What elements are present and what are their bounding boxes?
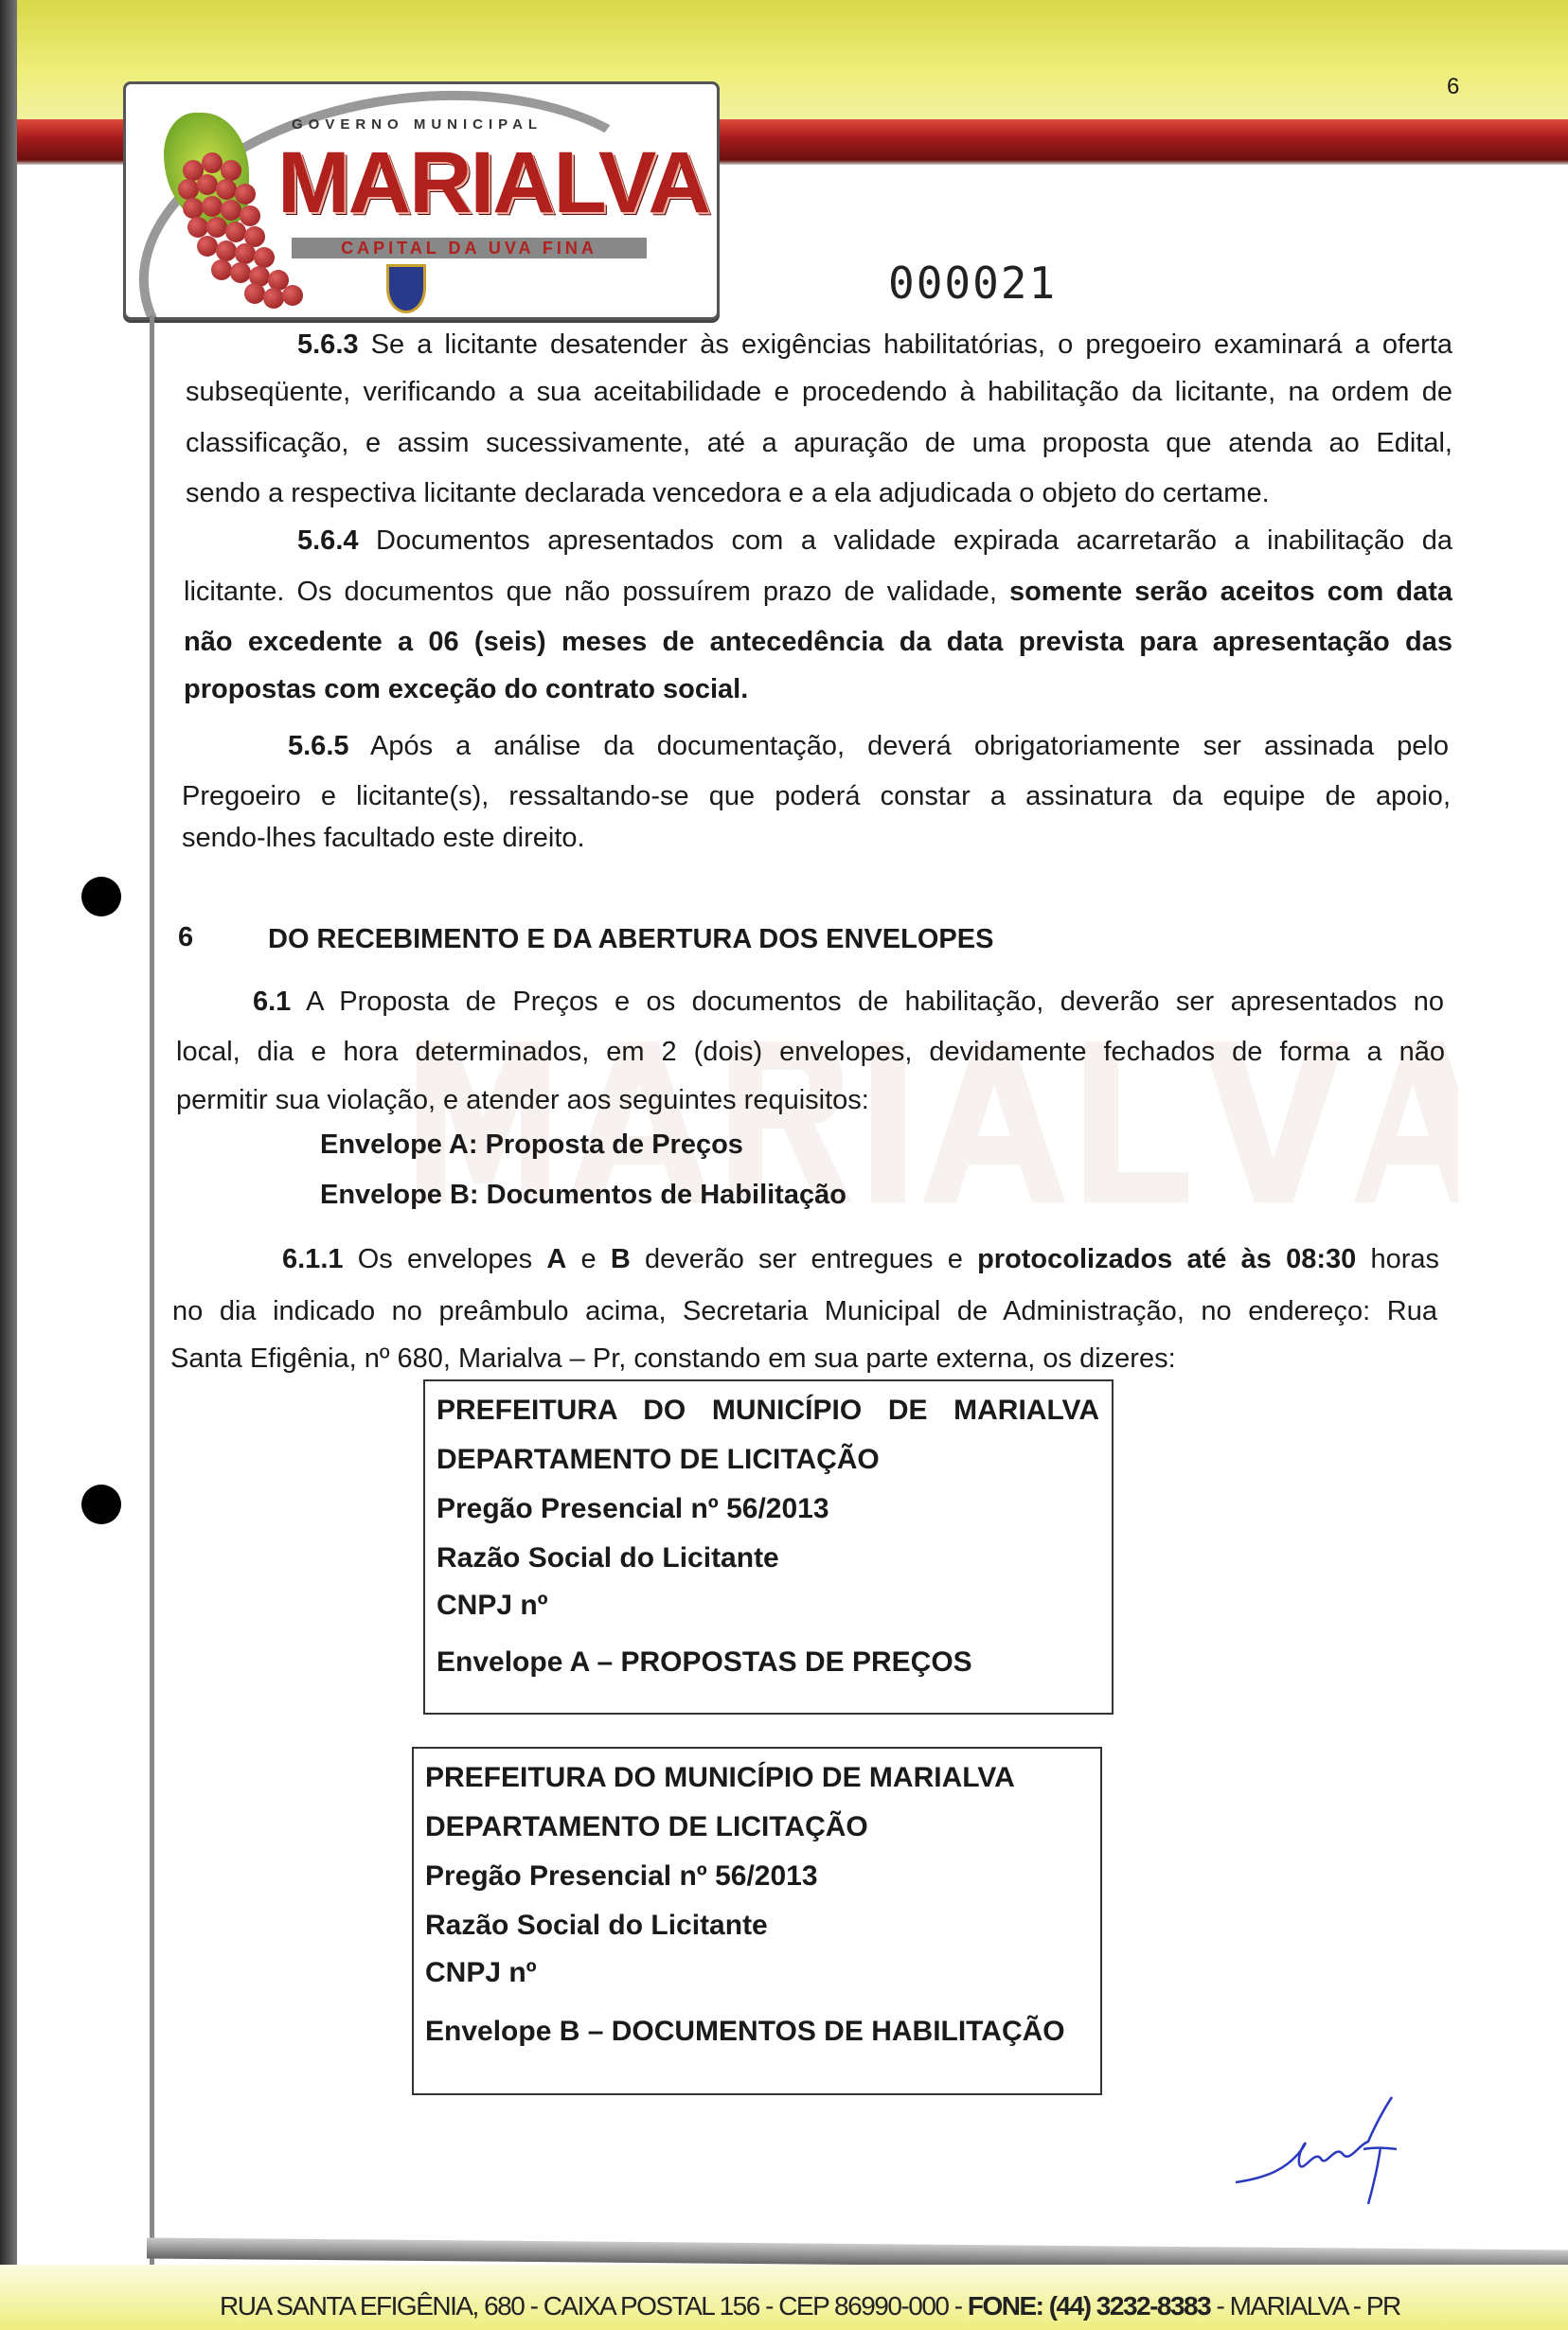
grape xyxy=(183,198,204,219)
envelope-label-line: Razão Social do Licitante xyxy=(425,1910,768,1941)
envelope-label-line: PREFEITURA DO MUNICÍPIO DE MARIALVA xyxy=(437,1395,1099,1426)
text-segment: sendo-lhes facultado este direito. xyxy=(182,823,585,853)
envelope-a-label-box xyxy=(423,1379,1114,1715)
text-line xyxy=(176,1035,1445,1069)
envelope-label-line: Envelope A – PROPOSTAS DE PREÇOS xyxy=(437,1646,972,1678)
grape xyxy=(225,222,246,242)
text-segment: Pregoeiro e licitante(s), ressaltando-se que poderá constar a assinatura da equipe de apoio, xyxy=(182,781,1451,811)
bold-text: 5.6.4 xyxy=(297,525,359,556)
grape xyxy=(221,200,241,221)
grape xyxy=(216,240,237,261)
left-border-line xyxy=(150,315,154,2266)
document-stamp-number: 000021 xyxy=(888,258,1058,309)
signature xyxy=(1231,2092,1411,2206)
text-segment: deverão ser entregues e xyxy=(630,1244,978,1274)
grape xyxy=(202,196,223,217)
text-line xyxy=(176,1083,869,1117)
grape xyxy=(235,243,256,264)
text-line xyxy=(297,328,1452,362)
scan-edge xyxy=(0,0,17,2330)
text-line xyxy=(282,1242,1439,1276)
grape xyxy=(178,179,199,200)
bold-text: 6 xyxy=(178,922,194,952)
bold-text: 5.6.5 xyxy=(288,731,349,761)
marialva-logo xyxy=(123,81,720,320)
bold-text: somente serão aceitos com data xyxy=(1008,577,1452,607)
envelope-label-line: DEPARTAMENTO DE LICITAÇÃO xyxy=(425,1811,868,1842)
text-segment: Após a análise da documentação, deverá obrigatoriamente ser assinada pelo xyxy=(348,731,1449,761)
envelope-label-line: Pregão Presencial nº 56/2013 xyxy=(437,1493,829,1524)
text-line xyxy=(182,821,585,855)
logo-slogan: CAPITAL DA UVA FINA xyxy=(292,238,647,258)
section-number xyxy=(178,920,193,954)
bold-text: protocolizados até às 08:30 xyxy=(977,1244,1357,1274)
text-line xyxy=(184,625,1452,659)
bold-text: 6.1 xyxy=(253,987,292,1017)
text-line xyxy=(253,985,1444,1019)
envelope-label-line: DEPARTAMENTO DE LICITAÇÃO xyxy=(437,1444,880,1475)
text-segment: horas xyxy=(1356,1244,1439,1274)
bold-text: Envelope A: Proposta de Preços xyxy=(320,1129,743,1160)
text-line xyxy=(186,375,1452,409)
logo-name: MARIALVA xyxy=(277,134,709,231)
text-segment: licitante. Os documentos que não possuírem prazo de validade, xyxy=(184,577,1009,607)
text-line xyxy=(172,1294,1437,1328)
text-line xyxy=(186,476,1270,510)
bold-text: 5.6.3 xyxy=(297,329,359,360)
bold-text: propostas com exceção do contrato social. xyxy=(184,674,749,704)
grape xyxy=(206,217,227,238)
text-segment: e xyxy=(566,1244,611,1274)
envelope-label-line: Razão Social do Licitante xyxy=(437,1542,779,1574)
text-segment: permitir sua violação, e atender aos seguintes requisitos: xyxy=(176,1085,869,1115)
text-segment: Se a licitante desatender às exigências habilitatórias, o pregoeiro examinará a oferta xyxy=(358,329,1452,360)
bold-text: DO RECEBIMENTO E DA ABERTURA DOS ENVELOPES xyxy=(268,924,994,954)
text-line xyxy=(186,426,1452,460)
coat-of-arms-icon xyxy=(386,264,426,313)
logo-top-text: GOVERNO MUNICIPAL xyxy=(292,116,543,133)
bold-text: Envelope B: Documentos de Habilitação xyxy=(320,1180,846,1210)
envelope-label-line: CNPJ nº xyxy=(425,1957,537,1988)
footer-city: - MARIALVA - PR xyxy=(1210,2291,1400,2321)
bold-text: não excedente a 06 (seis) meses de antecedência da data prevista para apresentação das xyxy=(184,627,1452,657)
text-segment: Documentos apresentados com a validade expirada acarretarão a inabilitação da xyxy=(358,525,1452,556)
text-line xyxy=(297,524,1452,558)
punch-hole xyxy=(81,877,121,916)
footer-phone: FONE: (44) 3232-8383 xyxy=(967,2291,1211,2321)
text-segment: local, dia e hora determinados, em 2 (dois) envelopes, devidamente fechados de forma a não xyxy=(176,1037,1445,1067)
text-segment: sendo a respectiva licitante declarada vencedora e a ela adjudicada o objeto do certame. xyxy=(186,478,1270,508)
text-line xyxy=(182,779,1451,813)
text-segment: Santa Efigênia, nº 680, Marialva – Pr, constando em sua parte externa, os dizeres: xyxy=(170,1343,1176,1374)
text-segment: subseqüente, verificando a sua aceitabilidade e procedendo à habilitação da licitante, na ordem de xyxy=(186,377,1452,407)
grape xyxy=(282,285,303,306)
grape xyxy=(244,283,265,304)
envelope-label-line: Envelope B – DOCUMENTOS DE HABILITAÇÃO xyxy=(425,2016,1065,2047)
grape xyxy=(263,288,284,309)
text-segment: A Proposta de Preços e os documentos de habilitação, deverão ser apresentados no xyxy=(291,987,1444,1017)
grape xyxy=(235,184,256,205)
envelope-b-label-box xyxy=(412,1747,1102,2095)
text-line xyxy=(320,1128,743,1162)
section-heading xyxy=(268,922,993,956)
text-line xyxy=(288,729,1449,763)
grape xyxy=(230,262,251,283)
text-line xyxy=(320,1178,846,1212)
grape xyxy=(211,259,232,280)
page-number: 6 xyxy=(1447,74,1460,99)
grape xyxy=(221,160,241,181)
text-line xyxy=(184,575,1452,609)
grape xyxy=(216,179,237,200)
bold-text: 6.1.1 xyxy=(282,1244,344,1274)
grape xyxy=(197,174,218,195)
bold-text: B xyxy=(610,1244,631,1274)
grape xyxy=(197,236,218,257)
text-line xyxy=(184,672,748,706)
envelope-label-line: Pregão Presencial nº 56/2013 xyxy=(425,1860,818,1892)
grape xyxy=(187,217,208,238)
footer-address xyxy=(220,2291,1400,2321)
grape xyxy=(240,205,260,226)
text-segment: no dia indicado no preâmbulo acima, Secretaria Municipal de Administração, no endereço: Rua xyxy=(172,1296,1437,1326)
text-segment: classificação, e assim sucessivamente, até a apuração de uma proposta que atenda ao Edital, xyxy=(186,428,1452,458)
bold-text: A xyxy=(546,1244,567,1274)
grape xyxy=(202,152,223,173)
grape xyxy=(254,247,275,268)
text-segment: Os envelopes xyxy=(343,1244,547,1274)
footer-street: RUA SANTA EFIGÊNIA, 680 - CAIXA POSTAL 156 - CEP 86990-000 - xyxy=(220,2291,968,2321)
envelope-label-line: CNPJ nº xyxy=(437,1590,548,1621)
text-line xyxy=(170,1342,1176,1376)
punch-hole xyxy=(81,1485,121,1524)
envelope-label-line: PREFEITURA DO MUNICÍPIO DE MARIALVA xyxy=(425,1762,1015,1793)
